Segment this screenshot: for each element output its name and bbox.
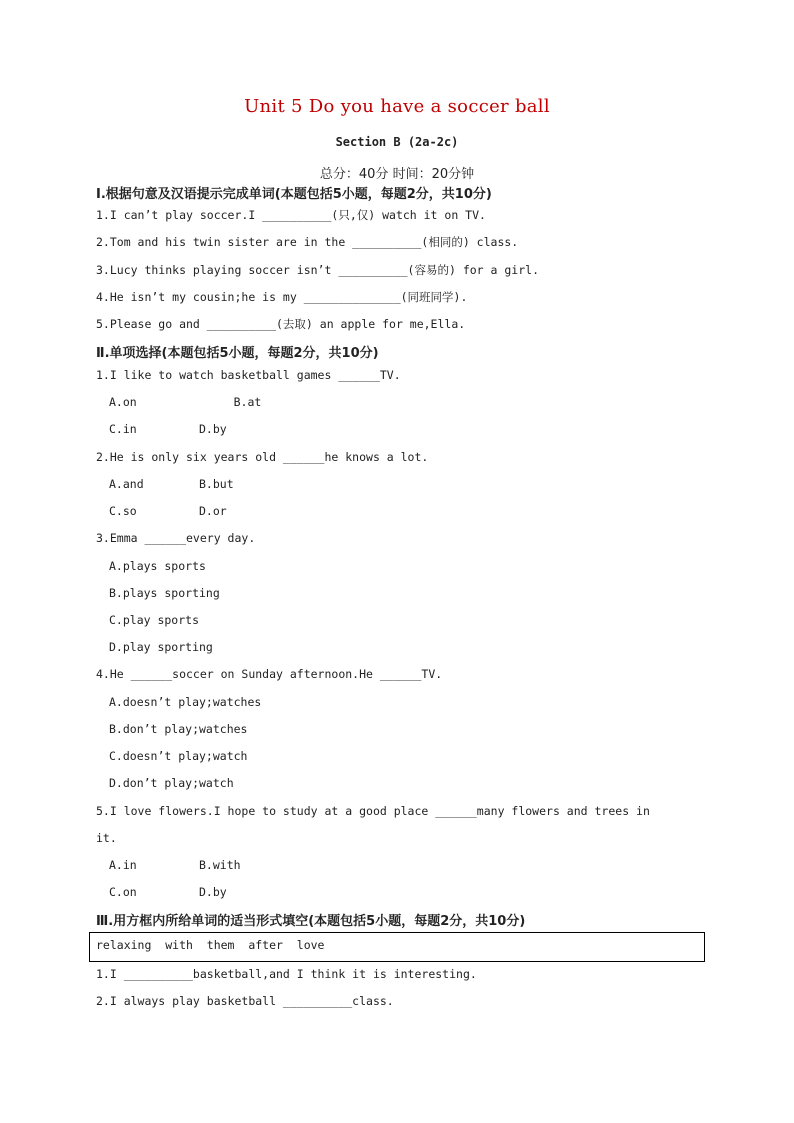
question-1-options-cd: C.in D.by bbox=[109, 422, 227, 436]
section-1-heading: Ⅰ.根据句意及汉语提示完成单词(本题包括5小题，每题2分，共10分) bbox=[96, 187, 492, 202]
question-4-option-d: D.don’t play;watch bbox=[109, 776, 234, 790]
question-1-options-ab: A.on B.at bbox=[109, 395, 262, 409]
question-5-options-cd: C.on D.by bbox=[109, 885, 227, 899]
section-3-item-1: 1.I __________basketball,and I think it is interesting. bbox=[96, 967, 477, 981]
section-1-item-1: 1.I can’t play soccer.I __________(只,仅) watch it on TV. bbox=[96, 208, 486, 222]
word-box bbox=[89, 932, 705, 962]
section-1-item-3: 3.Lucy thinks playing soccer isn’t __________(容易的) for a girl. bbox=[96, 263, 539, 277]
question-3-stem: 3.Emma ______every day. bbox=[96, 531, 256, 545]
question-1-stem: 1.I like to watch basketball games ______TV. bbox=[96, 368, 401, 382]
question-4-option-b: B.don’t play;watches bbox=[109, 722, 248, 736]
section-1-item-2: 2.Tom and his twin sister are in the __________(相同的) class. bbox=[96, 235, 519, 249]
question-5-stem: 5.I love flowers.I hope to study at a good place ______many flowers and trees in bbox=[96, 804, 650, 818]
question-3-option-a: A.plays sports bbox=[109, 559, 206, 573]
question-4-option-c: C.doesn’t play;watch bbox=[109, 749, 248, 763]
section-1-item-5: 5.Please go and __________(去取) an apple for me,Ella. bbox=[96, 317, 466, 331]
section-3-heading: Ⅲ.用方框内所给单词的适当形式填空(本题包括5小题，每题2分，共10分) bbox=[96, 914, 526, 929]
section-1-item-4: 4.He isn’t my cousin;he is my ______________(同班同学). bbox=[96, 290, 468, 304]
section-3-item-2: 2.I always play basketball __________class. bbox=[96, 994, 394, 1008]
score-time-info: 总分：40分 时间：20分钟 bbox=[319, 167, 475, 182]
question-5-options-ab: A.in B.with bbox=[109, 858, 241, 872]
question-3-option-c: C.play sports bbox=[109, 613, 200, 627]
question-2-options-cd: C.so D.or bbox=[109, 504, 227, 518]
question-5-stem-continued: it. bbox=[96, 831, 117, 845]
section-subtitle: Section B (2a-2c) bbox=[335, 135, 459, 149]
question-2-stem: 2.He is only six years old ______he knows a lot. bbox=[96, 450, 429, 464]
word-box-words: relaxing with them after love bbox=[96, 938, 325, 952]
question-3-option-b: B.plays sporting bbox=[109, 586, 220, 600]
question-3-option-d: D.play sporting bbox=[109, 640, 213, 654]
question-4-option-a: A.doesn’t play;watches bbox=[109, 695, 262, 709]
page-title: Unit 5 Do you have a soccer ball bbox=[244, 96, 550, 117]
question-2-options-ab: A.and B.but bbox=[109, 477, 234, 491]
section-2-heading: Ⅱ.单项选择(本题包括5小题，每题2分，共10分) bbox=[96, 346, 379, 361]
question-4-stem: 4.He ______soccer on Sunday afternoon.He ______TV. bbox=[96, 667, 443, 681]
